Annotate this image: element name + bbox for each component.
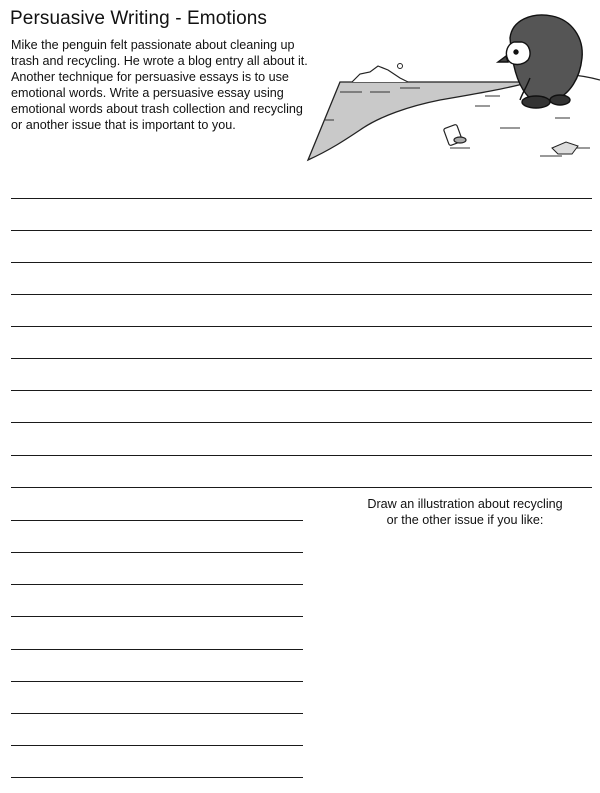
writing-line xyxy=(11,390,592,391)
writing-line-short xyxy=(11,616,303,617)
trash-wrapper xyxy=(552,142,578,154)
drawing-prompt-line: Draw an illustration about recycling xyxy=(367,497,563,511)
writing-line-short xyxy=(11,520,303,521)
writing-line xyxy=(11,326,592,327)
bubble xyxy=(398,64,403,69)
instructions-paragraph: Mike the penguin felt passionate about cleaning up trash and recycling. He wrote a blog entry all about it. Another technique for persuasive essays is to use emotional words. Write a persuasive essay using emotional words about trash collection and recycling or another issue that is important to you. xyxy=(11,38,308,132)
page-title: Persuasive Writing - Emotions xyxy=(10,8,268,29)
writing-line-short xyxy=(11,745,303,746)
writing-line xyxy=(11,294,592,295)
writing-line-short xyxy=(11,649,303,650)
writing-line xyxy=(11,422,592,423)
writing-line-short xyxy=(11,713,303,714)
writing-line xyxy=(11,198,592,199)
writing-line xyxy=(11,262,592,263)
writing-line xyxy=(11,230,592,231)
writing-line-short xyxy=(11,777,303,778)
penguin-illustration xyxy=(300,8,600,168)
drawing-prompt xyxy=(345,496,585,528)
drawing-prompt-line: or the other issue if you like: xyxy=(386,513,544,527)
writing-line xyxy=(11,358,592,359)
penguin xyxy=(498,15,582,108)
trash-can xyxy=(443,124,466,146)
writing-line-short xyxy=(11,584,303,585)
water-shape xyxy=(308,82,530,160)
writing-line xyxy=(11,487,592,488)
writing-line-short xyxy=(11,552,303,553)
writing-line xyxy=(11,455,592,456)
writing-line-short xyxy=(11,681,303,682)
